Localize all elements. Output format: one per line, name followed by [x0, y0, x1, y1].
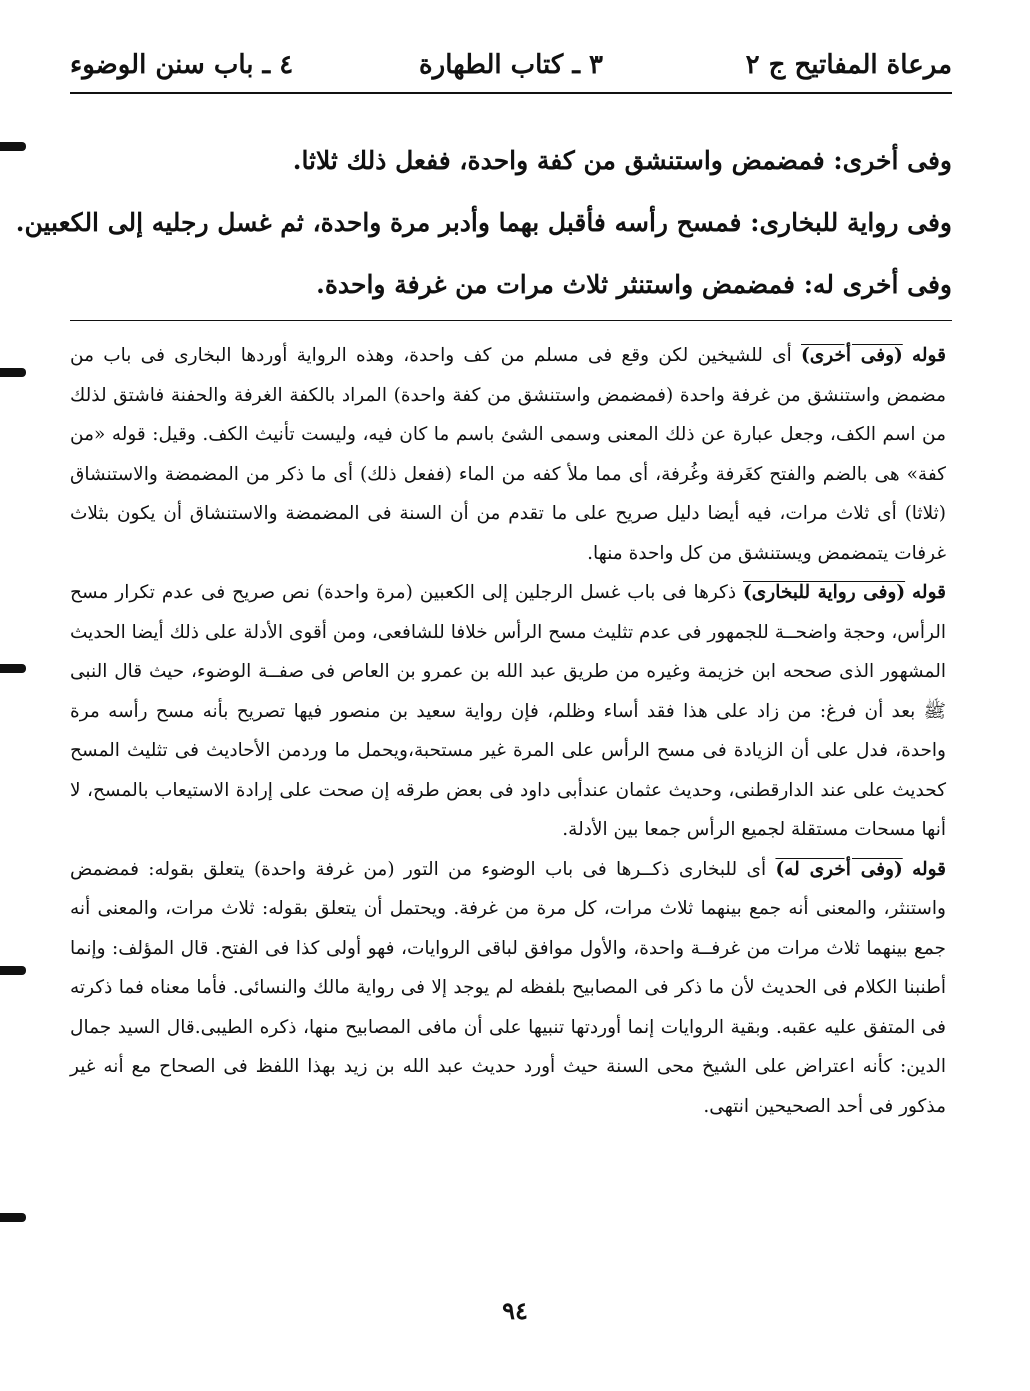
margin-tab-mark	[0, 368, 26, 377]
running-header	[70, 44, 952, 94]
margin-tab-mark	[0, 664, 26, 673]
commentary-text: أى للبخارى ذكــرها فى باب الوضوء من التور (من غرفة واحدة) يتعلق بقوله: فمضمض واستنثر، والمعنى أنه جمع بينهما ثلاث مرات، كل مرة من غرفة. ويحتمل أن يتعلق بقوله: ثلاث مرات، والمعنى أنه جمع بينهما ثلاث مرات من غرفــة واحدة، والأول موافق لباقى الروايات، فهو أولى كذا فى الفتح. قال المؤلف: وإنما أطنبنا الكلام فى الحديث لأن ما ذكر فى المصابيح بلفظه لم يوجد إلا فى رواية مالك والنسائى. فأما معناه فما ذكرته فى المتفق عليه عقبه. وبقية الروايات إنما أوردتها تنبيها على أن مافى المصابيح منها، ذكره الطيبى.قال السيد جمال الدين: كأنه اعتراض على الشيخ محى السنة حيث أورد حديث عبد الله بن زيد بهذا اللفظ فى الصحاح مع أنه غير مذكور فى أحد الصحيحين انتهى.	[70, 858, 946, 1117]
commentary-keyword: (وفى أخرى له)	[775, 858, 903, 880]
header-kitab-title: ٣ ـ كتاب الطهارة	[419, 50, 603, 80]
hadith-text-block	[15, 130, 952, 316]
header-book-title: مرعاة المفاتيح ج ٢	[745, 50, 952, 80]
section-divider	[70, 320, 952, 321]
commentary-paragraph	[70, 573, 946, 850]
margin-tab-mark	[0, 966, 26, 975]
commentary-lead-word: قوله	[912, 345, 946, 366]
margin-tab-mark	[0, 1213, 26, 1222]
commentary-keyword: (وفى أخرى)	[801, 345, 903, 366]
commentary-block	[70, 336, 946, 1126]
commentary-text: ذكرها فى باب غسل الرجلين إلى الكعبين (مرة واحدة) نص صريح فى عدم تكرار مسح الرأس، وحجة واضحــة للجمهور فى عدم تثليث مسح الرأس خلافا للشافعى، ومن أقوى الأدلة على ذلك أيضا الحديث المشهور الذى صححه ابن خزيمة وغيره من طريق عبد الله بن عمرو بن العاص فى صفــة الوضوء، حيث قال النبى ﷺ بعد أن فرغ: من زاد على هذا فقد أساء وظلم، فإن رواية سعيد بن منصور فيها تصريح بأنه مسح رأسه مرة واحدة، فدل على أن الزيادة فى مسح الرأس على المرة غير مستحبة،ويحمل ما وردمن الأحاديث فى تثليث المسح كحديث على عند الدارقطنى، وحديث عثمان عندأبى داود فى بعض طرقه إن صحت على إرادة الاستيعاب بالمسح، لا أنها مسحات مستقلة لجميع الرأس جمعا بين الأدلة.	[70, 582, 946, 840]
commentary-lead-word: قوله	[912, 582, 946, 603]
hadith-line: وفى أخرى له: فمضمض واستنثر ثلاث مرات من غرفة واحدة.	[316, 270, 952, 299]
commentary-paragraph	[70, 850, 946, 1127]
commentary-lead-word: قوله	[912, 858, 947, 880]
page-number: ٩٤	[502, 1296, 528, 1325]
margin-tab-mark	[0, 142, 26, 151]
commentary-keyword: (وفى رواية للبخارى)	[743, 582, 906, 603]
header-chapter-title: ٤ ـ باب سنن الوضوء	[70, 50, 294, 80]
hadith-line: وفى أخرى: فمضمض واستنشق من كفة واحدة، ففعل ذلك ثلاثا.	[292, 146, 952, 175]
commentary-paragraph	[70, 336, 946, 573]
commentary-text: أى للشيخين لكن وقع فى مسلم من كف واحدة، وهذه الرواية أوردها البخارى فى باب من مضمض واستنشق من غرفة واحدة (فمضمض واستنشق من كفة واحدة) المراد بالكفة الغرفة والحفنة فاشتق لذلك من اسم الكف، وجعل عبارة عن ذلك المعنى وسمى الشئ باسم ما كان فيه، وليست تأنيث الكف. وقيل: قوله «من كفة» هى بالضم والفتح كغَرفة وغُرفة، أى مما ملأ كفه من الماء (ففعل ذلك) أى ما ذكر من المضمضة والاستنشاق (ثلاثا) أى ثلاث مرات، فيه أيضا دليل صريح على ما تقدم من أن السنة فى المضمضة والاستنشاق أن يكون بثلاث غرفات يتمضمض ويستنشق من كل واحدة منها.	[70, 345, 946, 564]
hadith-line: وفى رواية للبخارى: فمسح رأسه فأقبل بهما وأدبر مرة واحدة، ثم غسل رجليه إلى الكعبين.	[15, 208, 952, 237]
